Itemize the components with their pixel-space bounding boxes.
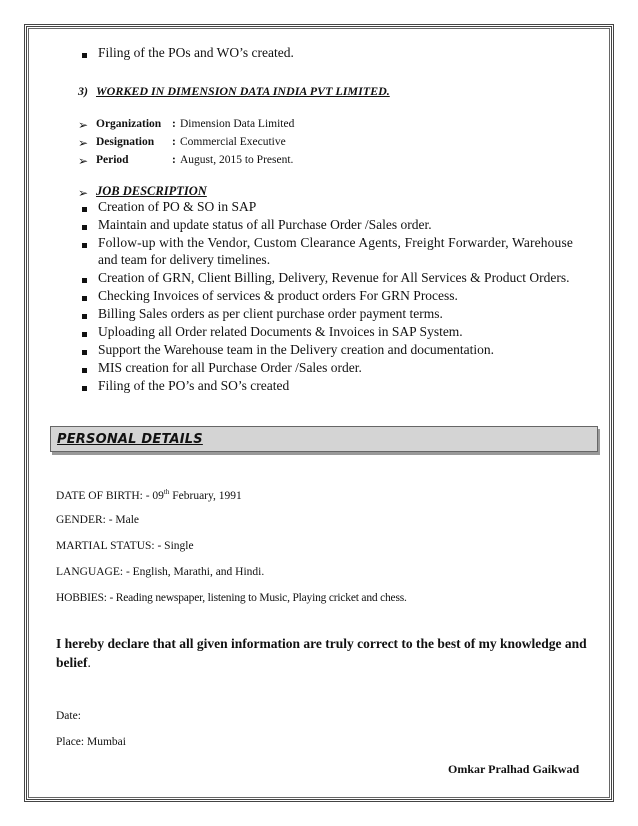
personal-details-header: [50, 426, 598, 452]
org-value: Dimension Data Limited: [180, 118, 295, 130]
gender: GENDER: - Male: [56, 514, 140, 526]
bullet-square-icon: [82, 332, 87, 337]
bullet-square-icon: [82, 207, 87, 212]
job-item: Creation of PO & SO in SAP: [98, 199, 257, 214]
period-sep: :: [172, 154, 176, 166]
date-of-birth: [56, 488, 242, 502]
job-item: Billing Sales orders as per client purchase order payment terms.: [98, 306, 443, 321]
period-label: Period: [96, 154, 129, 166]
arrow-bullet-icon: ➢: [78, 136, 89, 150]
job-item: Maintain and update status of all Purchase Order /Sales order.: [98, 217, 432, 232]
arrow-bullet-icon: ➢: [78, 118, 89, 132]
job-item: Uploading all Order related Documents & Invoices in SAP System.: [98, 324, 463, 339]
place: Place: Mumbai: [56, 736, 126, 748]
arrow-bullet-icon: ➢: [78, 186, 89, 200]
signature-name: Omkar Pralhad Gaikwad: [448, 762, 580, 776]
bullet-square-icon: [82, 296, 87, 301]
declaration-period: .: [87, 655, 91, 670]
hobbies: HOBBIES: - Reading newspaper, listening to Music, Playing cricket and chess.: [56, 592, 407, 604]
job-item: MIS creation for all Purchase Order /Sales order.: [98, 360, 362, 375]
dob-superscript: th: [163, 488, 170, 496]
designation-value: Commercial Executive: [180, 136, 286, 148]
declaration-line-1: I hereby declare that all given information are truly correct to the best of my knowledge and: [56, 636, 587, 651]
job-item: Follow-up with the Vendor, Custom Clearance Agents, Freight Forwarder, Warehouse: [98, 235, 574, 250]
job-item: Filing of the PO’s and SO’s created: [98, 378, 290, 393]
marital-status: MARTIAL STATUS: - Single: [56, 540, 194, 552]
period-value: August, 2015 to Present.: [180, 154, 294, 166]
personal-details-heading: PERSONAL DETAILS: [57, 432, 203, 447]
job-item: Creation of GRN, Client Billing, Delivery, Revenue for All Services & Product Orders.: [98, 270, 570, 285]
date-label: Date:: [56, 710, 81, 722]
section-title: WORKED IN DIMENSION DATA INDIA PVT LIMITED.: [96, 84, 390, 98]
language: LANGUAGE: - English, Marathi, and Hindi.: [56, 566, 265, 578]
bullet-square-icon: [82, 314, 87, 319]
designation-sep: :: [172, 136, 176, 148]
dob-prefix: DATE OF BIRTH: - 09: [56, 489, 164, 502]
bullet-square-icon: [82, 278, 87, 283]
bullet-square-icon: [82, 225, 87, 230]
section-number: 3): [78, 84, 88, 98]
bullet-square-icon: [82, 243, 87, 248]
job-item-continued: and team for delivery timelines.: [98, 252, 271, 267]
bullet-square-icon: [82, 350, 87, 355]
declaration-belief: belief: [56, 655, 88, 670]
org-sep: :: [172, 118, 176, 130]
designation-label: Designation: [96, 136, 155, 148]
bullet-square-icon: [82, 53, 87, 58]
dob-suffix: February, 1991: [169, 489, 242, 502]
declaration-line-2: [56, 655, 91, 671]
top-bullet-text: Filing of the POs and WO’s created.: [98, 45, 294, 60]
org-label: Organization: [96, 118, 162, 130]
bullet-square-icon: [82, 386, 87, 391]
job-item: Support the Warehouse team in the Delivery creation and documentation.: [98, 342, 495, 357]
job-description-heading: JOB DESCRIPTION: [96, 184, 207, 198]
bullet-square-icon: [82, 368, 87, 373]
arrow-bullet-icon: ➢: [78, 154, 89, 168]
job-item: Checking Invoices of services & product orders For GRN Process.: [98, 288, 458, 303]
